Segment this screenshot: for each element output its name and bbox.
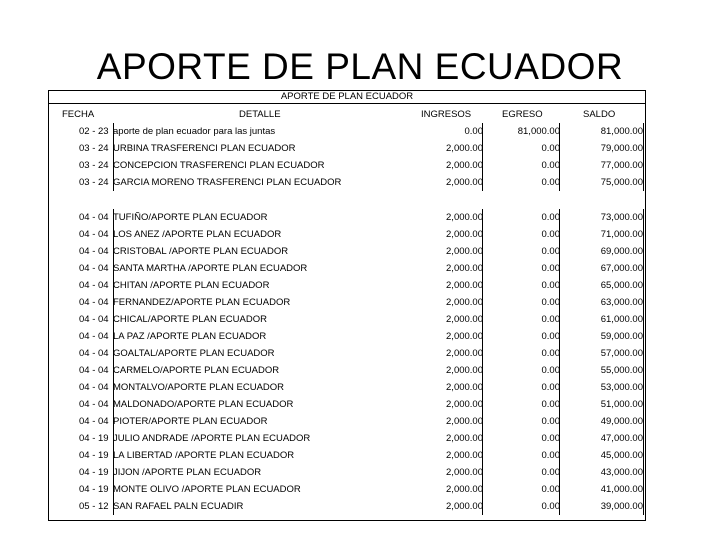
table-row bbox=[49, 464, 645, 481]
slide-title: APORTE DE PLAN ECUADOR bbox=[96, 46, 624, 87]
cell-detalle: JULIO ANDRADE /APORTE PLAN ECUADOR bbox=[113, 433, 311, 444]
table-row bbox=[49, 345, 645, 362]
cell-border bbox=[643, 226, 644, 243]
cell-fecha: 04 - 19 bbox=[79, 467, 109, 478]
cell-egreso: 0.00 bbox=[541, 246, 560, 257]
cell-detalle: TUFIÑO/APORTE PLAN ECUADOR bbox=[113, 212, 268, 223]
cell-border bbox=[643, 209, 644, 226]
cell-ingresos: 2,000.00 bbox=[446, 280, 483, 291]
cell-saldo: 69,000.00 bbox=[600, 246, 643, 257]
cell-saldo: 75,000.00 bbox=[600, 177, 643, 188]
cell-ingresos: 2,000.00 bbox=[446, 314, 483, 325]
table-row bbox=[49, 226, 645, 243]
table-row bbox=[49, 209, 645, 226]
cell-egreso: 0.00 bbox=[541, 280, 560, 291]
cell-border bbox=[643, 498, 644, 515]
column-header-saldo: SALDO bbox=[583, 109, 616, 120]
cell-egreso: 0.00 bbox=[541, 501, 560, 512]
cell-saldo: 51,000.00 bbox=[600, 399, 643, 410]
cell-border bbox=[643, 447, 644, 464]
cell-fecha: 02 - 23 bbox=[79, 126, 109, 137]
cell-fecha: 04 - 04 bbox=[79, 297, 109, 308]
cell-saldo: 53,000.00 bbox=[600, 382, 643, 393]
cell-detalle: PIOTER/APORTE PLAN ECUADOR bbox=[113, 416, 268, 427]
cell-saldo: 61,000.00 bbox=[600, 314, 643, 325]
cell-border bbox=[643, 345, 644, 362]
cell-saldo: 41,000.00 bbox=[600, 484, 643, 495]
table-row bbox=[49, 328, 645, 345]
cell-saldo: 81,000.00 bbox=[600, 126, 643, 137]
cell-egreso: 0.00 bbox=[541, 450, 560, 461]
table-row bbox=[49, 294, 645, 311]
table-row bbox=[49, 277, 645, 294]
cell-ingresos: 2,000.00 bbox=[446, 365, 483, 376]
cell-saldo: 63,000.00 bbox=[600, 297, 643, 308]
cell-fecha: 04 - 04 bbox=[79, 263, 109, 274]
cell-detalle: GARCIA MORENO TRASFERENCI PLAN ECUADOR bbox=[113, 177, 342, 188]
cell-fecha: 05 - 12 bbox=[79, 501, 109, 512]
cell-fecha: 04 - 04 bbox=[79, 348, 109, 359]
cell-detalle: MALDONADO/APORTE PLAN ECUADOR bbox=[113, 399, 294, 410]
table-row bbox=[49, 396, 645, 413]
cell-ingresos: 2,000.00 bbox=[446, 484, 483, 495]
table-row bbox=[49, 413, 645, 430]
cell-ingresos: 2,000.00 bbox=[446, 177, 483, 188]
cell-border bbox=[643, 123, 644, 140]
cell-detalle: LA PAZ /APORTE PLAN ECUADOR bbox=[113, 331, 267, 342]
cell-border bbox=[643, 277, 644, 294]
cell-saldo: 77,000.00 bbox=[600, 160, 643, 171]
column-header-fecha: FECHA bbox=[62, 109, 95, 120]
cell-egreso: 0.00 bbox=[541, 229, 560, 240]
cell-detalle: SAN RAFAEL PALN ECUADIR bbox=[113, 501, 244, 512]
cell-egreso: 81,000.00 bbox=[517, 126, 560, 137]
cell-ingresos: 2,000.00 bbox=[446, 212, 483, 223]
cell-fecha: 04 - 19 bbox=[79, 450, 109, 461]
cell-ingresos: 2,000.00 bbox=[446, 450, 483, 461]
cell-egreso: 0.00 bbox=[541, 484, 560, 495]
cell-detalle: CONCEPCION TRASFERENCI PLAN ECUADOR bbox=[113, 160, 325, 171]
cell-egreso: 0.00 bbox=[541, 416, 560, 427]
cell-saldo: 79,000.00 bbox=[600, 143, 643, 154]
cell-fecha: 03 - 24 bbox=[79, 143, 109, 154]
cell-fecha: 04 - 04 bbox=[79, 212, 109, 223]
cell-border bbox=[643, 362, 644, 379]
cell-border bbox=[643, 174, 644, 191]
cell-saldo: 67,000.00 bbox=[600, 263, 643, 274]
table-row bbox=[49, 430, 645, 447]
cell-border bbox=[643, 430, 644, 447]
cell-ingresos: 2,000.00 bbox=[446, 331, 483, 342]
cell-egreso: 0.00 bbox=[541, 365, 560, 376]
header-divider bbox=[49, 103, 645, 104]
cell-fecha: 04 - 04 bbox=[79, 314, 109, 325]
cell-saldo: 65,000.00 bbox=[600, 280, 643, 291]
cell-detalle: GOALTAL/APORTE PLAN ECUADOR bbox=[113, 348, 275, 359]
cell-detalle: MONTE OLIVO /APORTE PLAN ECUADOR bbox=[113, 484, 301, 495]
cell-fecha: 04 - 04 bbox=[79, 280, 109, 291]
column-header-egreso: EGRESO bbox=[502, 109, 543, 120]
cell-ingresos: 2,000.00 bbox=[446, 246, 483, 257]
cell-detalle: CRISTOBAL /APORTE PLAN ECUADOR bbox=[113, 246, 289, 257]
cell-saldo: 71,000.00 bbox=[600, 229, 643, 240]
cell-ingresos: 2,000.00 bbox=[446, 348, 483, 359]
cell-egreso: 0.00 bbox=[541, 433, 560, 444]
cell-egreso: 0.00 bbox=[541, 263, 560, 274]
cell-fecha: 04 - 04 bbox=[79, 382, 109, 393]
cell-detalle: FERNANDEZ/APORTE PLAN ECUADOR bbox=[113, 297, 291, 308]
cell-saldo: 47,000.00 bbox=[600, 433, 643, 444]
cell-detalle: aporte de plan ecuador para las juntas bbox=[113, 126, 276, 137]
table-row bbox=[49, 481, 645, 498]
cell-egreso: 0.00 bbox=[541, 212, 560, 223]
cell-saldo: 59,000.00 bbox=[600, 331, 643, 342]
cell-detalle: CHICAL/APORTE PLAN ECUADOR bbox=[113, 314, 267, 325]
cell-border bbox=[643, 311, 644, 328]
cell-saldo: 55,000.00 bbox=[600, 365, 643, 376]
cell-egreso: 0.00 bbox=[541, 177, 560, 188]
cell-fecha: 04 - 04 bbox=[79, 331, 109, 342]
table-row bbox=[49, 157, 645, 174]
table-row bbox=[49, 260, 645, 277]
cell-ingresos: 2,000.00 bbox=[446, 501, 483, 512]
cell-border bbox=[643, 481, 644, 498]
cell-egreso: 0.00 bbox=[541, 331, 560, 342]
cell-egreso: 0.00 bbox=[541, 143, 560, 154]
cell-egreso: 0.00 bbox=[541, 160, 560, 171]
table-row bbox=[49, 243, 645, 260]
cell-fecha: 03 - 24 bbox=[79, 160, 109, 171]
cell-border bbox=[643, 140, 644, 157]
cell-detalle: JIJON /APORTE PLAN ECUADOR bbox=[113, 467, 262, 478]
cell-detalle: LA LIBERTAD /APORTE PLAN ECUADOR bbox=[113, 450, 295, 461]
cell-egreso: 0.00 bbox=[541, 314, 560, 325]
cell-detalle: CARMELO/APORTE PLAN ECUADOR bbox=[113, 365, 280, 376]
cell-saldo: 39,000.00 bbox=[600, 501, 643, 512]
table-row bbox=[49, 498, 645, 515]
cell-egreso: 0.00 bbox=[541, 348, 560, 359]
cell-ingresos: 2,000.00 bbox=[446, 229, 483, 240]
cell-border bbox=[643, 157, 644, 174]
cell-egreso: 0.00 bbox=[541, 297, 560, 308]
cell-saldo: 73,000.00 bbox=[600, 212, 643, 223]
cell-ingresos: 2,000.00 bbox=[446, 433, 483, 444]
cell-border bbox=[643, 294, 644, 311]
cell-fecha: 04 - 04 bbox=[79, 246, 109, 257]
cell-border bbox=[643, 464, 644, 481]
table-row bbox=[49, 447, 645, 464]
cell-detalle: CHITAN /APORTE PLAN ECUADOR bbox=[113, 280, 270, 291]
spreadsheet-table bbox=[48, 90, 646, 521]
cell-fecha: 04 - 04 bbox=[79, 399, 109, 410]
table-row bbox=[49, 123, 645, 140]
table-row bbox=[49, 379, 645, 396]
cell-saldo: 43,000.00 bbox=[600, 467, 643, 478]
cell-ingresos: 0.00 bbox=[464, 126, 483, 137]
cell-ingresos: 2,000.00 bbox=[446, 467, 483, 478]
cell-border bbox=[643, 243, 644, 260]
cell-egreso: 0.00 bbox=[541, 382, 560, 393]
cell-detalle: URBINA TRASFERENCI PLAN ECUADOR bbox=[113, 143, 296, 154]
cell-fecha: 03 - 24 bbox=[79, 177, 109, 188]
cell-fecha: 04 - 19 bbox=[79, 484, 109, 495]
cell-ingresos: 2,000.00 bbox=[446, 382, 483, 393]
cell-fecha: 04 - 04 bbox=[79, 416, 109, 427]
cell-ingresos: 2,000.00 bbox=[446, 160, 483, 171]
cell-saldo: 57,000.00 bbox=[600, 348, 643, 359]
cell-detalle: SANTA MARTHA /APORTE PLAN ECUADOR bbox=[113, 263, 308, 274]
cell-saldo: 45,000.00 bbox=[600, 450, 643, 461]
column-header-ingresos: INGRESOS bbox=[421, 109, 472, 120]
cell-egreso: 0.00 bbox=[541, 467, 560, 478]
cell-ingresos: 2,000.00 bbox=[446, 416, 483, 427]
cell-fecha: 04 - 04 bbox=[79, 229, 109, 240]
cell-detalle: MONTALVO/APORTE PLAN ECUADOR bbox=[113, 382, 285, 393]
cell-ingresos: 2,000.00 bbox=[446, 263, 483, 274]
table-row bbox=[49, 311, 645, 328]
cell-ingresos: 2,000.00 bbox=[446, 297, 483, 308]
cell-border bbox=[643, 413, 644, 430]
cell-border bbox=[643, 328, 644, 345]
cell-border bbox=[643, 396, 644, 413]
cell-egreso: 0.00 bbox=[541, 399, 560, 410]
cell-fecha: 04 - 04 bbox=[79, 365, 109, 376]
table-row bbox=[49, 362, 645, 379]
cell-saldo: 49,000.00 bbox=[600, 416, 643, 427]
cell-ingresos: 2,000.00 bbox=[446, 399, 483, 410]
sheet-subtitle: APORTE DE PLAN ECUADOR bbox=[280, 91, 414, 102]
cell-ingresos: 2,000.00 bbox=[446, 143, 483, 154]
cell-border bbox=[643, 260, 644, 277]
column-header-detalle: DETALLE bbox=[239, 109, 281, 120]
table-row bbox=[49, 140, 645, 157]
cell-detalle: LOS ANEZ /APORTE PLAN ECUADOR bbox=[113, 229, 282, 240]
cell-fecha: 04 - 19 bbox=[79, 433, 109, 444]
table-row bbox=[49, 174, 645, 191]
cell-border bbox=[643, 379, 644, 396]
